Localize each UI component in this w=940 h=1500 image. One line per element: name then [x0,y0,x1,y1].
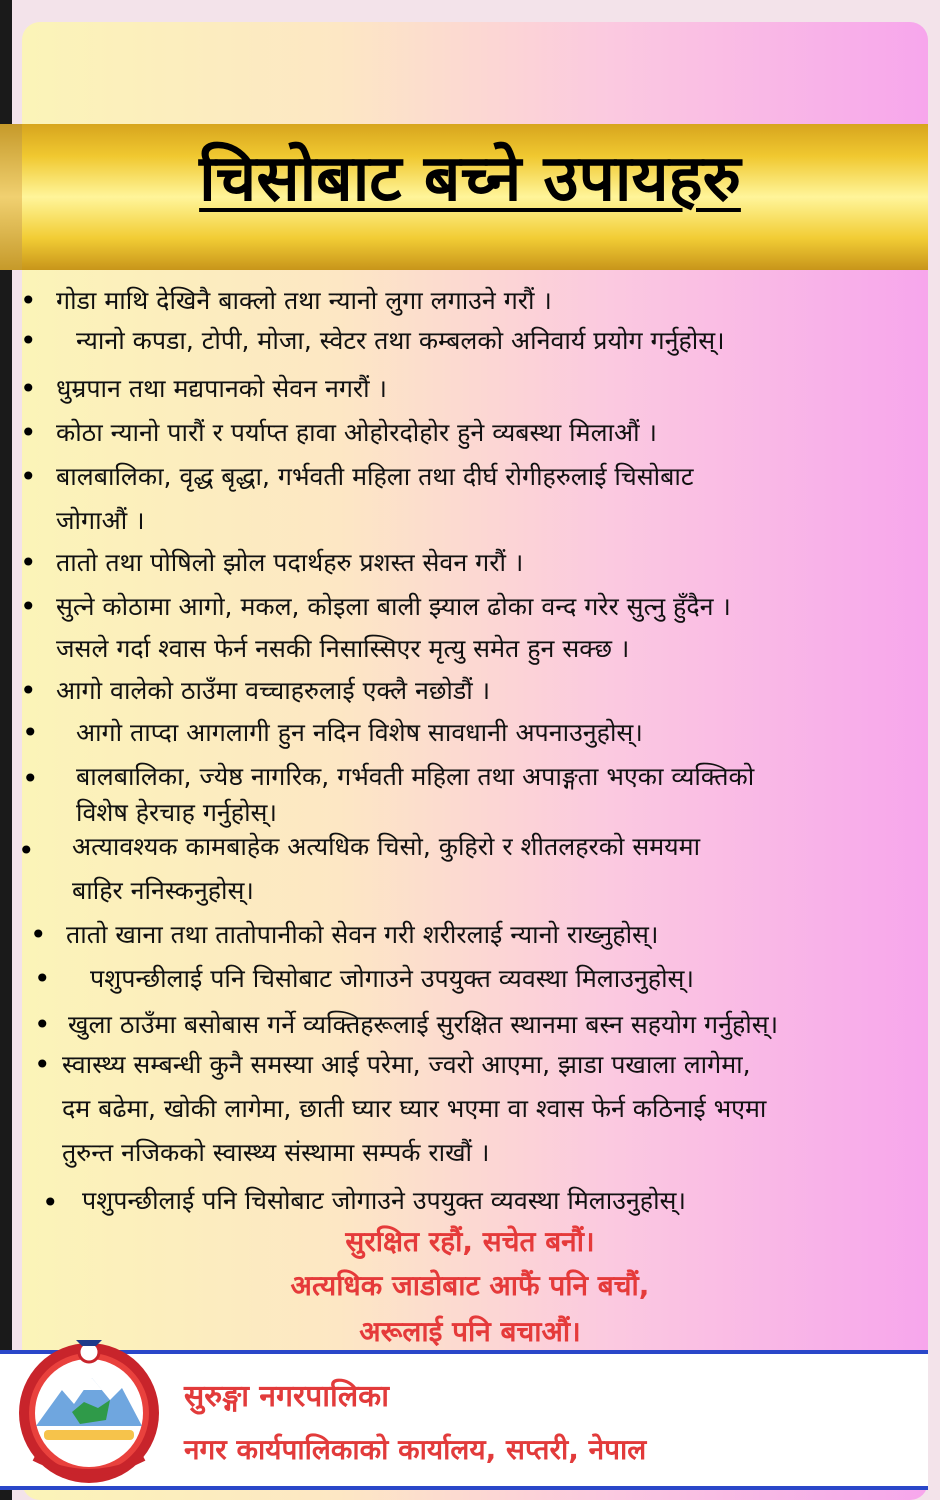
tip-item-continuation: दम बढेमा, खोकी लागेमा, छाती घ्यार घ्यार भएमा वा श्वास फेर्न कठिनाई भएमा [62,1094,767,1123]
bullet-icon: • [30,918,47,951]
tip-item: खुला ठाउँमा बसोबास गर्ने व्यक्तिहरूलाई सुरक्षित स्थानमा बस्न सहयोग गर्नुहोस्। [68,1010,779,1039]
bullet-icon: • [20,372,37,405]
bullet-icon: • [20,460,37,493]
bullet-icon: • [20,416,37,449]
tip-item: बालबालिका, ज्येष्ठ नागरिक, गर्भवती महिला तथा अपाङ्गता भएका व्यक्तिको [76,762,755,791]
bullet-icon: • [20,674,37,707]
office-address: नगर कार्यपालिकाको कार्यालय, सप्तरी, नेपाल [184,1433,647,1466]
bullet-icon: • [20,590,37,623]
tip-item: स्वास्थ्य सम्बन्धी कुनै समस्या आई परेमा, ज्वरो आएमा, झाडा पखाला लागेमा, [62,1050,751,1079]
tip-item: आगो वालेको ठाउँमा वच्चाहरुलाई एक्लै नछोडौं । [56,676,491,705]
nepal-government-emblem-icon [14,1338,164,1488]
tip-item-continuation: जोगाऔं । [56,506,145,535]
tip-item: अत्यावश्यक कामबाहेक अत्यधिक चिसो, कुहिरो र शीतलहरको समयमा [72,832,701,861]
tip-item: न्यानो कपडा, टोपी, मोजा, स्वेटर तथा कम्बलको अनिवार्य प्रयोग गर्नुहोस्। [76,326,725,355]
tip-item-continuation: जसले गर्दा श्वास फेर्न नसकी निसास्सिएर मृत्यु समेत हुन सक्छ । [56,634,630,663]
bullet-icon: • [22,716,39,749]
tip-item: गोडा माथि देखिनै बाक्लो तथा न्यानो लुगा लगाउने गरौं । [56,286,552,315]
tip-item: आगो ताप्दा आगलागी हुन नदिन विशेष सावधानी अपनाउनुहोस्। [76,718,643,747]
bullet-icon: • [18,834,35,867]
slogan-line: सुरक्षित रहौं, सचेत बनौं। [345,1225,595,1258]
poster-title: चिसोबाट बच्ने उपायहरु [199,142,741,216]
bullet-icon: • [20,546,37,579]
tip-item: तातो खाना तथा तातोपानीको सेवन गरी शरीरलाई न्यानो राख्नुहोस्। [66,920,659,949]
bullet-icon: • [20,324,37,357]
tip-item: बालबालिका, वृद्ध बृद्धा, गर्भवती महिला तथा दीर्घ रोगीहरुलाई चिसोबाट [56,462,694,491]
bullet-icon: • [42,1186,59,1219]
tip-item: कोठा न्यानो पारौं र पर्याप्त हावा ओहोरदोहोर हुने व्यबस्था मिलाऔं । [56,418,657,447]
tip-item: तातो तथा पोषिलो झोल पदार्थहरु प्रशस्त सेवन गरौं । [56,548,524,577]
tip-item-continuation: बाहिर ननिस्कनुहोस्। [72,876,254,905]
bullet-icon: • [34,1048,51,1081]
tip-item: पशुपन्छीलाई पनि चिसोबाट जोगाउने उपयुक्त व्यवस्था मिलाउनुहोस्। [82,1186,686,1215]
tip-item-continuation: विशेष हेरचाह गर्नुहोस्। [76,798,277,827]
slogan-line: अत्यधिक जाडोबाट आफैं पनि बचौं, [290,1269,650,1302]
slogan-line: अरूलाई पनि बचाऔं। [359,1315,581,1348]
bullet-icon: • [22,762,39,795]
tip-item: पशुपन्छीलाई पनि चिसोबाट जोगाउने उपयुक्त व्यवस्था मिलाउनुहोस्। [90,964,694,993]
tip-item-continuation: तुरुन्त नजिकको स्वास्थ्य संस्थामा सम्पर्क राखौं । [62,1138,490,1167]
tip-item: सुत्ने कोठामा आगो, मकल, कोइला बाली झ्याल ढोका वन्द गरेर सुत्नु हुँदैन । [56,592,731,621]
municipality-name: सुरुङ्गा नगरपालिका [184,1379,389,1414]
bullet-icon: • [20,284,37,317]
tip-item: धुम्रपान तथा मद्यपानको सेवन नगरौं । [56,374,388,403]
bullet-icon: • [34,962,51,995]
bullet-icon: • [34,1008,51,1041]
